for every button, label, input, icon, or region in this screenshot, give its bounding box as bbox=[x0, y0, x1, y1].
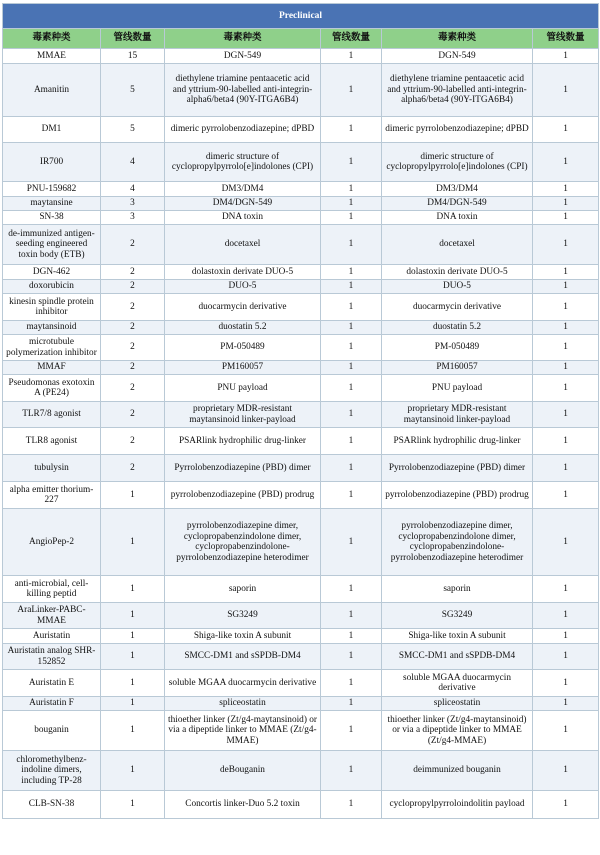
pipeline-count-cell: 1 bbox=[321, 197, 382, 211]
toxin-type-cell: DNA toxin bbox=[382, 211, 533, 225]
pipeline-count-cell: 1 bbox=[533, 428, 599, 455]
toxin-type-cell: DUO-5 bbox=[165, 280, 321, 294]
pipeline-count-cell: 1 bbox=[321, 375, 382, 402]
toxin-type-cell: alpha emitter thorium-227 bbox=[3, 482, 101, 509]
toxin-type-cell: saporin bbox=[382, 576, 533, 603]
pipeline-count-cell: 3 bbox=[101, 211, 165, 225]
pipeline-count-cell: 1 bbox=[321, 294, 382, 321]
table-row bbox=[3, 294, 599, 321]
pipeline-count-cell: 1 bbox=[533, 182, 599, 197]
toxin-type-cell: DM3/DM4 bbox=[382, 182, 533, 197]
toxin-type-cell: maytansine bbox=[3, 197, 101, 211]
pipeline-count-cell: 1 bbox=[101, 629, 165, 644]
toxin-type-cell: IR700 bbox=[3, 143, 101, 182]
toxin-type-cell: DM3/DM4 bbox=[165, 182, 321, 197]
table-row bbox=[3, 455, 599, 482]
pipeline-count-cell: 1 bbox=[533, 455, 599, 482]
toxin-type-cell: pyrrolobenzodiazepine dimer, cyclopropabenzindolone dimer, cyclopropabenzindolone-pyrrolobenzodiazepine heterodimer bbox=[165, 509, 321, 576]
toxin-type-cell: Auristatin F bbox=[3, 697, 101, 711]
table-row bbox=[3, 49, 599, 64]
toxin-type-cell: AngioPep-2 bbox=[3, 509, 101, 576]
table-row bbox=[3, 117, 599, 143]
toxin-type-cell: DM4/DGN-549 bbox=[382, 197, 533, 211]
toxin-type-cell: AraLinker-PABC-MMAE bbox=[3, 603, 101, 629]
toxin-type-cell: PM160057 bbox=[165, 361, 321, 375]
header-toxin-type-3: 毒素种类 bbox=[382, 29, 533, 49]
header-toxin-type-2: 毒素种类 bbox=[165, 29, 321, 49]
toxin-type-cell: proprietary MDR-resistant maytansinoid linker-payload bbox=[165, 402, 321, 428]
pipeline-count-cell: 1 bbox=[533, 294, 599, 321]
pipeline-count-cell: 4 bbox=[101, 182, 165, 197]
toxin-type-cell: CLB-SN-38 bbox=[3, 791, 101, 819]
table-row bbox=[3, 182, 599, 197]
toxin-type-cell: DM1 bbox=[3, 117, 101, 143]
pipeline-count-cell: 1 bbox=[533, 711, 599, 751]
table-body bbox=[3, 49, 599, 819]
toxin-type-cell: MMAF bbox=[3, 361, 101, 375]
pipeline-count-cell: 1 bbox=[321, 335, 382, 361]
table-row bbox=[3, 402, 599, 428]
toxin-type-cell: Amanitin bbox=[3, 64, 101, 117]
pipeline-count-cell: 1 bbox=[533, 197, 599, 211]
table-row bbox=[3, 225, 599, 265]
toxin-type-cell: de-immunized antigen-seeding engineered toxin body (ETB) bbox=[3, 225, 101, 265]
pipeline-count-cell: 1 bbox=[321, 644, 382, 670]
pipeline-count-cell: 1 bbox=[533, 361, 599, 375]
table-row bbox=[3, 603, 599, 629]
table-row bbox=[3, 670, 599, 697]
pipeline-count-cell: 1 bbox=[533, 629, 599, 644]
pipeline-count-cell: 1 bbox=[321, 143, 382, 182]
pipeline-count-cell: 1 bbox=[533, 280, 599, 294]
toxin-type-cell: pyrrolobenzodiazepine (PBD) prodrug bbox=[382, 482, 533, 509]
pipeline-count-cell: 1 bbox=[321, 509, 382, 576]
pipeline-count-cell: 1 bbox=[101, 509, 165, 576]
toxin-type-cell: deBouganin bbox=[165, 751, 321, 791]
pipeline-count-cell: 1 bbox=[321, 182, 382, 197]
pipeline-count-cell: 2 bbox=[101, 375, 165, 402]
pipeline-count-cell: 1 bbox=[533, 225, 599, 265]
header-row bbox=[3, 29, 599, 49]
toxin-type-cell: TLR8 agonist bbox=[3, 428, 101, 455]
toxin-type-cell: duostatin 5.2 bbox=[382, 321, 533, 335]
toxin-type-cell: proprietary MDR-resistant maytansinoid linker-payload bbox=[382, 402, 533, 428]
pipeline-count-cell: 1 bbox=[101, 791, 165, 819]
toxin-type-cell: Concortis linker-Duo 5.2 toxin bbox=[165, 791, 321, 819]
pipeline-count-cell: 2 bbox=[101, 225, 165, 265]
pipeline-count-cell: 2 bbox=[101, 280, 165, 294]
table-row bbox=[3, 197, 599, 211]
pipeline-count-cell: 1 bbox=[321, 751, 382, 791]
pipeline-count-cell: 1 bbox=[321, 670, 382, 697]
toxin-type-cell: dimeric structure of cyclopropylpyrrolo[e]indolones (CPI) bbox=[382, 143, 533, 182]
table-row bbox=[3, 482, 599, 509]
toxin-type-cell: docetaxel bbox=[382, 225, 533, 265]
toxin-type-cell: chloromethylbenz-indoline dimers, including TP-28 bbox=[3, 751, 101, 791]
toxin-type-cell: spliceostatin bbox=[382, 697, 533, 711]
toxin-type-cell: SN-38 bbox=[3, 211, 101, 225]
toxin-type-cell: PNU payload bbox=[382, 375, 533, 402]
pipeline-count-cell: 2 bbox=[101, 265, 165, 280]
toxin-type-cell: TLR7/8 agonist bbox=[3, 402, 101, 428]
pipeline-count-cell: 1 bbox=[101, 670, 165, 697]
pipeline-count-cell: 1 bbox=[321, 117, 382, 143]
pipeline-count-cell: 1 bbox=[533, 375, 599, 402]
pipeline-count-cell: 1 bbox=[533, 670, 599, 697]
toxin-type-cell: Shiga-like toxin A subunit bbox=[165, 629, 321, 644]
pipeline-count-cell: 1 bbox=[101, 603, 165, 629]
toxin-type-cell: Auristatin bbox=[3, 629, 101, 644]
pipeline-count-cell: 1 bbox=[321, 791, 382, 819]
table-row bbox=[3, 375, 599, 402]
toxin-type-cell: PM160057 bbox=[382, 361, 533, 375]
pipeline-count-cell: 1 bbox=[533, 402, 599, 428]
toxin-type-cell: diethylene triamine pentaacetic acid and yttrium-90-labelled anti-integrin-alpha6/beta4 (90Y-ITGA6B4) bbox=[382, 64, 533, 117]
toxin-type-cell: soluble MGAA duocarmycin derivative bbox=[382, 670, 533, 697]
pipeline-count-cell: 4 bbox=[101, 143, 165, 182]
pipeline-count-cell: 1 bbox=[321, 49, 382, 64]
pipeline-count-cell: 1 bbox=[101, 482, 165, 509]
table-row bbox=[3, 791, 599, 819]
pipeline-count-cell: 1 bbox=[321, 482, 382, 509]
pipeline-count-cell: 1 bbox=[533, 509, 599, 576]
table-row bbox=[3, 64, 599, 117]
pipeline-count-cell: 1 bbox=[321, 603, 382, 629]
pipeline-count-cell: 2 bbox=[101, 321, 165, 335]
toxin-type-cell: docetaxel bbox=[165, 225, 321, 265]
toxin-type-cell: SG3249 bbox=[382, 603, 533, 629]
pipeline-count-cell: 1 bbox=[533, 576, 599, 603]
toxin-type-cell: MMAE bbox=[3, 49, 101, 64]
toxin-type-cell: PNU payload bbox=[165, 375, 321, 402]
pipeline-count-cell: 1 bbox=[533, 265, 599, 280]
toxin-type-cell: duostatin 5.2 bbox=[165, 321, 321, 335]
toxin-type-cell: Auristatin E bbox=[3, 670, 101, 697]
toxin-type-cell: DM4/DGN-549 bbox=[165, 197, 321, 211]
toxin-type-cell: SMCC-DM1 and sSPDB-DM4 bbox=[165, 644, 321, 670]
table-row bbox=[3, 711, 599, 751]
pipeline-count-cell: 1 bbox=[533, 482, 599, 509]
toxin-type-cell: PSARlink hydrophilic drug-linker bbox=[165, 428, 321, 455]
toxin-type-cell: tubulysin bbox=[3, 455, 101, 482]
table-row bbox=[3, 321, 599, 335]
table-row bbox=[3, 629, 599, 644]
pipeline-count-cell: 1 bbox=[533, 751, 599, 791]
pipeline-count-cell: 1 bbox=[533, 117, 599, 143]
pipeline-count-cell: 1 bbox=[321, 225, 382, 265]
toxin-type-cell: diethylene triamine pentaacetic acid and yttrium-90-labelled anti-integrin-alpha6/beta4 (90Y-ITGA6B4) bbox=[165, 64, 321, 117]
pipeline-count-cell: 5 bbox=[101, 64, 165, 117]
pipeline-count-cell: 1 bbox=[101, 751, 165, 791]
pipeline-count-cell: 1 bbox=[533, 697, 599, 711]
table-row bbox=[3, 280, 599, 294]
toxin-type-cell: dolastoxin derivate DUO-5 bbox=[382, 265, 533, 280]
header-toxin-type-1: 毒素种类 bbox=[3, 29, 101, 49]
pipeline-count-cell: 1 bbox=[101, 711, 165, 751]
pipeline-count-cell: 1 bbox=[101, 697, 165, 711]
toxin-type-cell: SMCC-DM1 and sSPDB-DM4 bbox=[382, 644, 533, 670]
pipeline-count-cell: 1 bbox=[533, 335, 599, 361]
table-row bbox=[3, 428, 599, 455]
pipeline-count-cell: 1 bbox=[321, 455, 382, 482]
toxin-type-cell: doxorubicin bbox=[3, 280, 101, 294]
pipeline-count-cell: 2 bbox=[101, 402, 165, 428]
toxin-type-cell: PSARlink hydrophilic drug-linker bbox=[382, 428, 533, 455]
pipeline-count-cell: 1 bbox=[321, 361, 382, 375]
pipeline-count-cell: 1 bbox=[533, 143, 599, 182]
header-pipeline-count-1: 管线数量 bbox=[101, 29, 165, 49]
table-row bbox=[3, 644, 599, 670]
toxin-type-cell: duocarmycin derivative bbox=[165, 294, 321, 321]
pipeline-count-cell: 5 bbox=[101, 117, 165, 143]
pipeline-count-cell: 1 bbox=[533, 64, 599, 117]
toxin-type-cell: PNU-159682 bbox=[3, 182, 101, 197]
pipeline-count-cell: 2 bbox=[101, 455, 165, 482]
toxin-type-cell: pyrrolobenzodiazepine (PBD) prodrug bbox=[165, 482, 321, 509]
pipeline-count-cell: 1 bbox=[321, 428, 382, 455]
toxin-type-cell: microtubule polymerization inhibitor bbox=[3, 335, 101, 361]
toxin-type-cell: Pyrrolobenzodiazepine (PBD) dimer bbox=[165, 455, 321, 482]
toxin-type-cell: cyclopropylpyrroloindolitin payload bbox=[382, 791, 533, 819]
toxin-type-cell: kinesin spindle protein inhibitor bbox=[3, 294, 101, 321]
toxin-type-cell: deimmunized bouganin bbox=[382, 751, 533, 791]
pipeline-count-cell: 2 bbox=[101, 361, 165, 375]
toxin-type-cell: Pyrrolobenzodiazepine (PBD) dimer bbox=[382, 455, 533, 482]
toxin-type-cell: maytansinoid bbox=[3, 321, 101, 335]
toxin-type-cell: duocarmycin derivative bbox=[382, 294, 533, 321]
table-row bbox=[3, 265, 599, 280]
toxin-type-cell: bouganin bbox=[3, 711, 101, 751]
toxin-type-cell: dimeric pyrrolobenzodiazepine; dPBD bbox=[382, 117, 533, 143]
pipeline-count-cell: 15 bbox=[101, 49, 165, 64]
toxin-type-cell: DGN-462 bbox=[3, 265, 101, 280]
table-row bbox=[3, 361, 599, 375]
pipeline-count-cell: 1 bbox=[321, 629, 382, 644]
toxin-type-cell: DUO-5 bbox=[382, 280, 533, 294]
pipeline-count-cell: 1 bbox=[533, 791, 599, 819]
pipeline-count-cell: 2 bbox=[101, 428, 165, 455]
pipeline-count-cell: 1 bbox=[533, 49, 599, 64]
table-title: Preclinical bbox=[3, 4, 599, 29]
table-row bbox=[3, 697, 599, 711]
pipeline-count-cell: 1 bbox=[321, 402, 382, 428]
toxin-type-cell: anti-microbial, cell-killing peptid bbox=[3, 576, 101, 603]
toxin-type-cell: Auristatin analog SHR-152852 bbox=[3, 644, 101, 670]
pipeline-count-cell: 1 bbox=[321, 64, 382, 117]
pipeline-count-cell: 1 bbox=[101, 576, 165, 603]
toxin-type-cell: soluble MGAA duocarmycin derivative bbox=[165, 670, 321, 697]
pipeline-count-cell: 1 bbox=[533, 603, 599, 629]
pipeline-count-cell: 1 bbox=[321, 265, 382, 280]
toxin-type-cell: dimeric structure of cyclopropylpyrrolo[e]indolones (CPI) bbox=[165, 143, 321, 182]
toxin-type-cell: spliceostatin bbox=[165, 697, 321, 711]
pipeline-count-cell: 1 bbox=[321, 576, 382, 603]
toxin-type-cell: pyrrolobenzodiazepine dimer, cyclopropabenzindolone dimer, cyclopropabenzindolone-pyrrolobenzodiazepine heterodimer bbox=[382, 509, 533, 576]
header-pipeline-count-3: 管线数量 bbox=[533, 29, 599, 49]
pipeline-count-cell: 3 bbox=[101, 197, 165, 211]
table-row bbox=[3, 751, 599, 791]
table-row bbox=[3, 143, 599, 182]
pipeline-count-cell: 1 bbox=[101, 644, 165, 670]
table-row bbox=[3, 576, 599, 603]
pipeline-count-cell: 1 bbox=[321, 321, 382, 335]
toxin-type-cell: Pseudomonas exotoxin A (PE24) bbox=[3, 375, 101, 402]
pipeline-count-cell: 1 bbox=[533, 211, 599, 225]
toxin-type-cell: Shiga-like toxin A subunit bbox=[382, 629, 533, 644]
pipeline-count-cell: 2 bbox=[101, 294, 165, 321]
toxin-type-cell: SG3249 bbox=[165, 603, 321, 629]
table-row bbox=[3, 509, 599, 576]
pipeline-count-cell: 2 bbox=[101, 335, 165, 361]
toxin-type-cell: DNA toxin bbox=[165, 211, 321, 225]
toxin-type-cell: DGN-549 bbox=[165, 49, 321, 64]
toxin-type-cell: PM-050489 bbox=[382, 335, 533, 361]
toxin-type-cell: PM-050489 bbox=[165, 335, 321, 361]
preclinical-toxin-table bbox=[2, 3, 599, 819]
toxin-type-cell: DGN-549 bbox=[382, 49, 533, 64]
toxin-type-cell: thioether linker (Zt/g4-maytansinoid) or via a dipeptide linker to MMAE (Zt/g4-MMAE) bbox=[382, 711, 533, 751]
toxin-type-cell: saporin bbox=[165, 576, 321, 603]
table-row bbox=[3, 335, 599, 361]
header-pipeline-count-2: 管线数量 bbox=[321, 29, 382, 49]
toxin-type-cell: dolastoxin derivate DUO-5 bbox=[165, 265, 321, 280]
table-row bbox=[3, 211, 599, 225]
pipeline-count-cell: 1 bbox=[533, 321, 599, 335]
toxin-type-cell: dimeric pyrrolobenzodiazepine; dPBD bbox=[165, 117, 321, 143]
toxin-type-cell: thioether linker (Zt/g4-maytansinoid) or via a dipeptide linker to MMAE (Zt/g4-MMAE) bbox=[165, 711, 321, 751]
pipeline-count-cell: 1 bbox=[533, 644, 599, 670]
pipeline-count-cell: 1 bbox=[321, 280, 382, 294]
pipeline-count-cell: 1 bbox=[321, 211, 382, 225]
pipeline-count-cell: 1 bbox=[321, 711, 382, 751]
pipeline-count-cell: 1 bbox=[321, 697, 382, 711]
